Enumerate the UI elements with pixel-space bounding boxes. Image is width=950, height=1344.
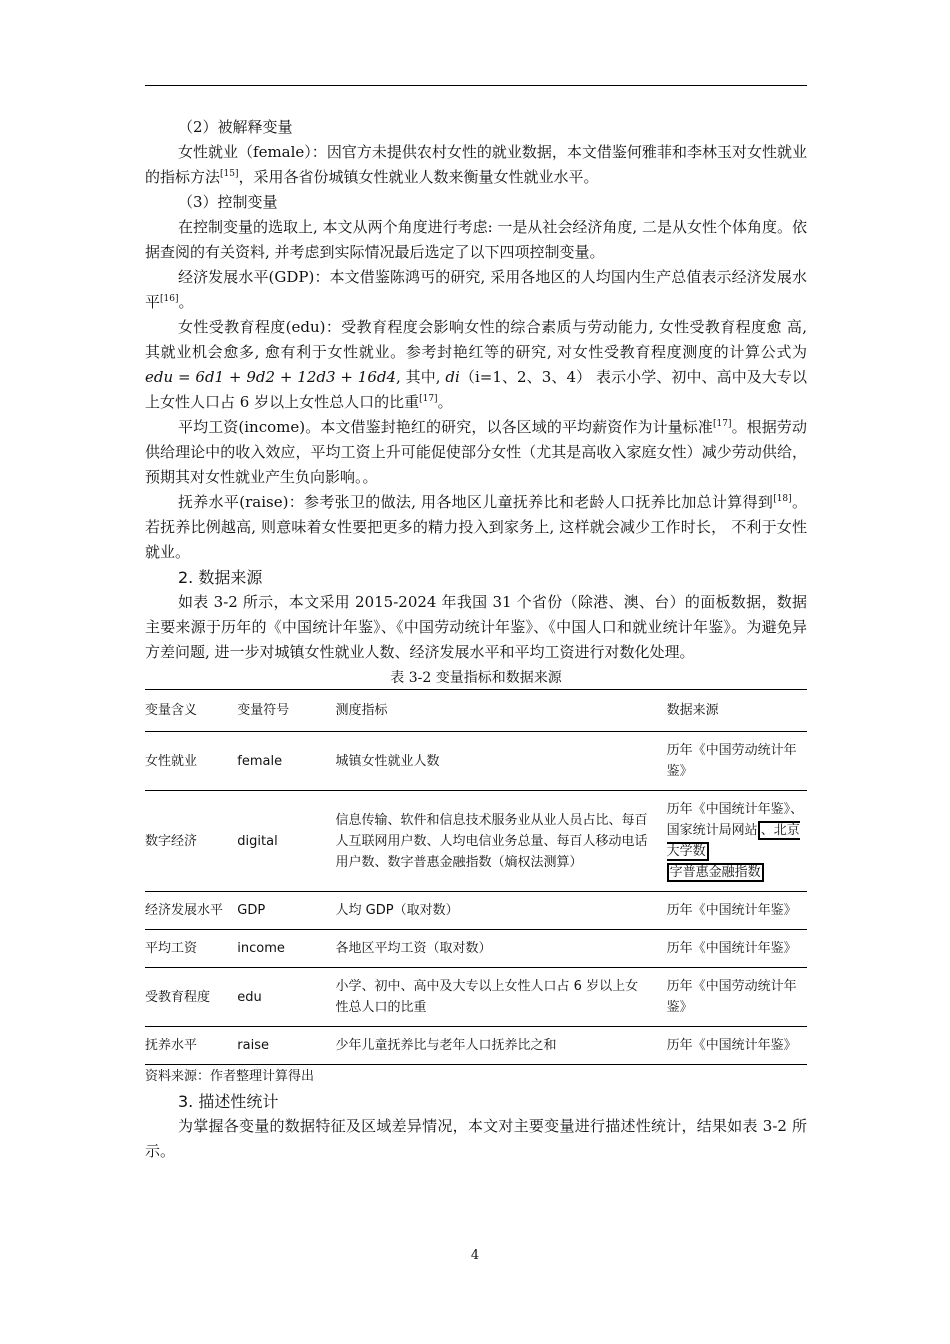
table-note: 资料来源：作者整理计算得出 (145, 1069, 315, 1084)
cell-meaning: 抚养水平 (145, 1038, 198, 1053)
cell-symbol: raise (237, 1038, 269, 1053)
citation: [17] (712, 419, 732, 429)
table-header-cell: 变量含义 (145, 703, 198, 718)
text: ，采用各省份城镇女性就业人数来衡量女性就业水平。 (238, 168, 599, 186)
cell-symbol: edu (237, 989, 262, 1005)
cell-indicator: 人均 GDP（取对数） (335, 903, 459, 918)
formula: edu = 6d1 + 9d2 + 12d3 + 16d4 (145, 368, 397, 386)
table-row (145, 968, 807, 1027)
highlighted-source-text: 字普惠金融指数 (667, 863, 764, 882)
table-header-row (145, 690, 807, 732)
cell-symbol: income (237, 941, 285, 956)
section-heading-descriptive-statistics: 3. 描述性统计 (178, 1092, 279, 1111)
document-body (145, 115, 807, 1164)
cell-meaning: 平均工资 (145, 941, 198, 956)
cell-indicator: 少年儿童抚养比与老年人口抚养比之和 (335, 1038, 557, 1053)
subheading-dependent-variable: （2）被解释变量 (178, 118, 293, 136)
paragraph-raise (145, 490, 807, 565)
cell-source: 历年《中国统计年鉴》 (666, 1038, 797, 1053)
cell-indicator: 各地区平均工资（取对数） (335, 941, 492, 956)
paragraph-income (145, 415, 807, 490)
table-row (145, 892, 807, 930)
section-heading-data-source: 2. 数据来源 (178, 568, 263, 587)
paragraph-data-source: 如表 3-2 所示，本文采用 2015-2024 年我国 31 个省份（除港、澳、台）的面板数据，数据主要来源于历年的《中国统计年鉴》、《中国劳动统计年鉴》、《中国人口和就业统计年鉴》。为避免异方差问题, 进一步对城镇女性就业人数、经济发展水平和平均工资进行对数化处理。 (145, 593, 807, 661)
text: 经济发展水平(GDP)：本文借鉴陈鸿丐的研究, 采用各地区的人均国内生产总值表示经济发展水平 (145, 268, 807, 311)
cell-indicator: 信息传输、软件和信息技术服务业从业人员占比、每百人互联网用户数、人均电信业务总量、每百人移动电话用户数、数字普惠金融指数（熵权法测算） (335, 812, 648, 870)
cell-symbol: GDP (237, 903, 266, 918)
cell-indicator: 小学、初中、高中及大专以上女性人口占 6 岁以上女性总人口的比重 (335, 979, 639, 1015)
paragraph-female (145, 140, 807, 190)
citation: [15] (220, 169, 239, 179)
formula-di: di (445, 368, 460, 386)
text: 抚养水平(raise)：参考张卫的做法, 用各地区儿童抚养比和老龄人口抚养比加总计算得到 (178, 493, 774, 511)
cell-meaning: 数字经济 (145, 833, 198, 849)
table-row (145, 791, 807, 892)
subheading-control-variables: （3）控制变量 (178, 193, 278, 211)
citation: [18] (773, 494, 792, 504)
table-row (145, 732, 807, 791)
cell-symbol: female (237, 753, 283, 769)
table-caption: 表 3-2 变量指标和数据来源 (390, 670, 562, 686)
text: 。若抚养比例越高, 则意味着女性要把更多的精力投入到家务上, 这样就会减少工作时长， 不利于女性就业。 (145, 493, 807, 561)
source-text: 历年《中国统计年鉴》、国家统计局网站 (666, 802, 804, 838)
citation: [17] (419, 394, 438, 404)
text: 。 (437, 393, 453, 411)
table-header-cell: 变量符号 (237, 703, 290, 718)
cell-meaning: 经济发展水平 (145, 903, 224, 918)
cell-symbol: digital (237, 833, 278, 849)
cell-source: 历年《中国劳动统计年鉴》 (666, 979, 797, 1015)
cell-meaning: 女性就业 (145, 753, 198, 769)
cell-source: 历年《中国统计年鉴》 (666, 941, 797, 956)
paragraph-control: 在控制变量的选取上, 本文从两个角度进行考虑: 一是从社会经济角度, 二是从女性个体角度。依据查阅的有关资料, 并考虑到实际情况最后选定了以下四项控制变量。 (145, 218, 807, 261)
cell-source: 历年《中国统计年鉴》 (666, 903, 797, 918)
highlighted-source-text: 、北京大学数 (666, 823, 800, 859)
paragraph-descriptive: 为掌握各变量的数据特征及区域差异情况，本文对主要变量进行描述性统计，结果如表 3-2 所示。 (145, 1117, 807, 1160)
text: （i=1、2、3、4） 表示小学、初中、高中及大专以上女性人口占 6 岁以上女性总人口的比重 (145, 368, 808, 411)
paragraph-edu (145, 315, 807, 415)
table-header-cell: 数据来源 (666, 703, 719, 718)
page-number: 4 (470, 1248, 480, 1263)
text: 。 (178, 293, 194, 311)
text: 。根据劳动供给理论中的收入效应，平均工资上升可能促使部分女性（尤其是高收入家庭女性）减少劳动供给，预期其对女性就业产生负向影响。。 (145, 418, 807, 486)
cell-indicator: 城镇女性就业人数 (335, 753, 440, 769)
variable-table (145, 689, 807, 1065)
text: , 其中, (396, 368, 446, 386)
table-row (145, 930, 807, 968)
cell-meaning: 受教育程度 (145, 989, 211, 1005)
cell-source (667, 791, 807, 892)
header-rule (145, 85, 807, 86)
paragraph-gdp (145, 265, 807, 315)
text: 女性就业（female）：因官方未提供农村女性的就业数据，本文借鉴何雅菲和李林玉对女性就业的指标方法 (145, 143, 807, 186)
citation: [16] (160, 294, 179, 304)
text: 平均工资(income)。本文借鉴封艳红的研究，以各区域的平均薪资作为计量标准 (178, 418, 713, 436)
table-header-cell: 测度指标 (335, 703, 388, 718)
cell-source: 历年《中国劳动统计年鉴》 (666, 743, 797, 779)
text: 女性受教育程度(edu)：受教育程度会影响女性的综合素质与劳动能力, 女性受教育程度愈 高, 其就业机会愈多, 愈有利于女性就业。参考封艳红等的研究, 对女性受教育程度测度的计算公式为 (145, 318, 807, 361)
table-row (145, 1027, 807, 1065)
